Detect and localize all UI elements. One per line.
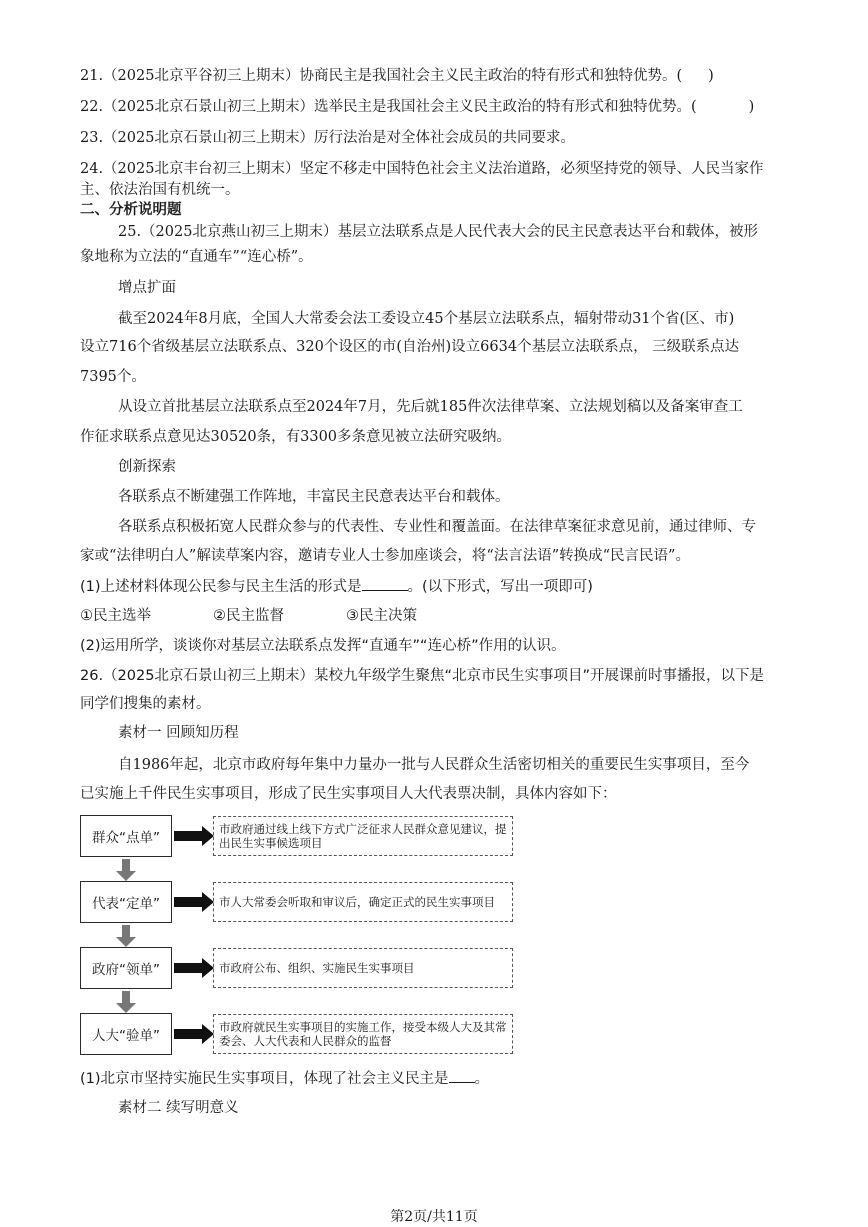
option-2: ②民主监督 — [213, 608, 284, 624]
section-title: 二、分析说明题 — [80, 202, 182, 218]
flow-step-3: 政府“领单” — [80, 947, 172, 989]
q25-paragraph-1b: 设立716个省级基层立法联系点、320个设区的市(自治州)设立6634个基层立法联系点， 三级联系点达 — [80, 339, 740, 355]
answer-blank[interactable] — [362, 576, 408, 591]
q26-paragraph-1: 自1986年起，北京市政府每年集中力量办一批与人民群众生活密切相关的重要民生实事项目，至今 — [118, 757, 750, 773]
q26-lead: 26.（2025北京石景山初三上期末）某校九年级学生聚焦“北京市民生实事项目”开展课前时事播报，以下是 — [80, 668, 764, 684]
flow-step-1: 群众“点单” — [80, 815, 172, 857]
question-text: (1)北京市坚持实施民生实事项目，体现了社会主义民主是 — [80, 1071, 449, 1087]
q26-question-1 — [80, 1068, 792, 1089]
paren-close: ) — [708, 68, 714, 84]
q26-subheading-2: 素材二 续写明意义 — [118, 1100, 239, 1116]
question-23 — [80, 128, 792, 148]
question-text: 。 — [474, 1071, 490, 1087]
question-21 — [80, 66, 792, 86]
q25-lead: 25.（2025北京燕山初三上期末）基层立法联系点是人民代表大会的民主民意表达平台和载体，被形 — [118, 224, 758, 240]
right-arrow-icon — [174, 958, 214, 978]
flow-desc-3: 市政府公布、组织、实施民生实事项目 — [213, 948, 513, 988]
question-text: 22.（2025北京石景山初三上期末）选举民主是我国社会主义民主政治的特有形式和独特优势。( — [80, 99, 697, 115]
q25-paragraph-2: 从设立首批基层立法联系点至2024年7月，先后就185件次法律草案、立法规划稿以及备案审查工 — [118, 399, 743, 415]
question-text: 24.（2025北京丰台初三上期末）坚定不移走中国特色社会主义法治道路，必须坚持党的领导、人民当家作 — [80, 161, 764, 177]
flow-desc-1: 市政府通过线上线下方式广泛征求人民群众意见建议，提出民生实事候选项目 — [213, 816, 513, 856]
option-3: ③民主决策 — [346, 608, 417, 624]
q25-paragraph-4b: 家或“法律明白人”解读草案内容，邀请专业人士参加座谈会，将“法言法语”转换成“民言民语”。 — [80, 548, 690, 564]
page-footer: 第2页/共11页 — [390, 1209, 478, 1225]
option-1: ①民主选举 — [80, 608, 151, 624]
down-arrow-icon — [116, 925, 136, 947]
flow-step-2: 代表“定单” — [80, 881, 172, 923]
right-arrow-icon — [174, 892, 214, 912]
question-text: 23.（2025北京石景山初三上期末）厉行法治是对全体社会成员的共同要求。 — [80, 130, 575, 146]
right-arrow-icon — [174, 1024, 214, 1044]
flow-desc-2: 市人大常委会听取和审议后，确定正式的民生实事项目 — [213, 882, 513, 922]
right-arrow-icon — [174, 826, 214, 846]
q26-lead-cont: 同学们搜集的素材。 — [80, 696, 211, 712]
question-text: 主、依法治国有机统一。 — [80, 182, 240, 198]
q26-paragraph-1b: 已实施上千件民生实事项目，形成了民生实事项目人大代表票决制，具体内容如下： — [80, 786, 617, 802]
question-text: 21.（2025北京平谷初三上期末）协商民主是我国社会主义民主政治的特有形式和独特优势。( — [80, 68, 683, 84]
down-arrow-icon — [116, 859, 136, 881]
q25-subheading-1: 增点扩面 — [118, 280, 176, 296]
flow-desc-4: 市政府就民生实事项目的实施工作，接受本级人大及其常委会、人大代表和人民群众的监督 — [213, 1014, 513, 1054]
flow-step-4: 人大“验单” — [80, 1013, 172, 1055]
answer-blank[interactable] — [449, 1068, 475, 1083]
question-24-cont — [80, 180, 792, 200]
question-24 — [80, 159, 792, 179]
q25-paragraph-1: 截至2024年8月底，全国人大常委会法工委设立45个基层立法联系点，辐射带动31个省(区、市) — [118, 311, 735, 327]
down-arrow-icon — [116, 991, 136, 1013]
q25-paragraph-1c: 7395个。 — [80, 369, 146, 385]
q25-paragraph-3: 各联系点不断建强工作阵地，丰富民主民意表达平台和载体。 — [118, 489, 510, 505]
q25-lead-cont: 象地称为立法的“直通车”“连心桥”。 — [80, 249, 313, 265]
question-22 — [80, 97, 792, 117]
q25-paragraph-4: 各联系点积极拓宽人民群众参与的代表性、专业性和覆盖面。在法律草案征求意见前，通过律师、专 — [118, 519, 756, 535]
q25-paragraph-2b: 作征求联系点意见达30520条，有3300多条意见被立法研究吸纳。 — [80, 429, 512, 445]
q25-options — [80, 606, 792, 626]
q25-question-2: (2)运用所学，谈谈你对基层立法联系点发挥“直通车”“连心桥”作用的认识。 — [80, 638, 566, 654]
q25-subheading-2: 创新探索 — [118, 459, 176, 475]
paren-close: ) — [748, 99, 755, 115]
question-text: (1)上述材料体现公民参与民主生活的形式是 — [80, 579, 362, 595]
question-text: 。(以下形式，写出一项即可) — [407, 579, 593, 595]
q26-subheading-1: 素材一 回顾知历程 — [118, 725, 239, 741]
q25-question-1 — [80, 576, 792, 597]
